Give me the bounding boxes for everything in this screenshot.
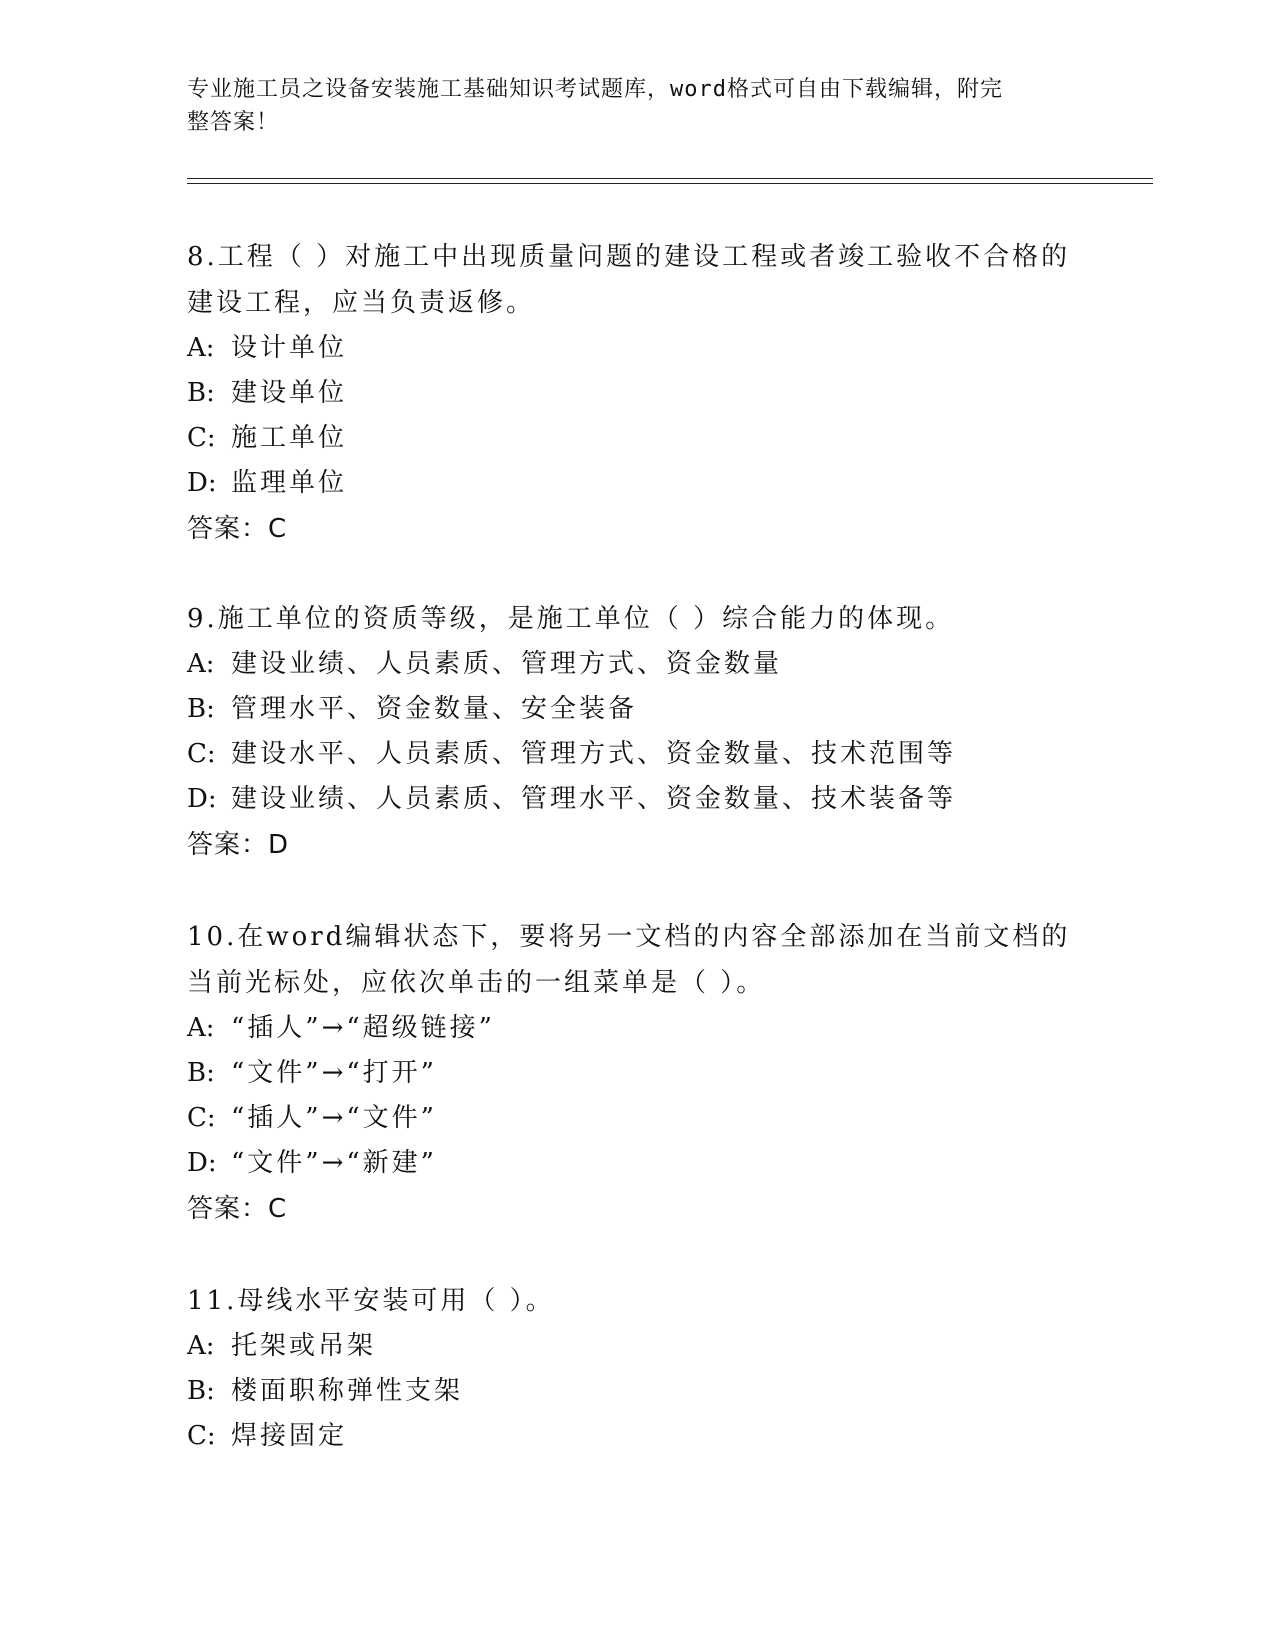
- option-letter: A:: [187, 649, 215, 679]
- question-stem-line-1: 11.母线水平安装可用（ ）。: [187, 1286, 555, 1316]
- option-d: [187, 777, 1087, 822]
- option-letter: B:: [187, 378, 215, 408]
- option-letter: C:: [187, 423, 216, 453]
- header-line-2: 整答案！: [187, 110, 280, 135]
- option-text: 楼面职称弹性支架: [231, 1376, 464, 1406]
- option-text: 焊接固定: [231, 1421, 348, 1451]
- option-b: [187, 371, 1087, 416]
- option-letter: C:: [187, 1421, 216, 1451]
- option-letter: A:: [187, 333, 215, 363]
- option-letter: A:: [187, 1331, 215, 1361]
- option-text: “文件”→“打开”: [231, 1058, 437, 1088]
- header-divider-top: [187, 178, 1153, 179]
- option-d: [187, 461, 1087, 506]
- question-9: [187, 596, 1087, 868]
- question-11: [187, 1278, 1087, 1459]
- question-stem-line-2: 建设工程，应当负责返修。: [187, 288, 536, 318]
- option-letter: D:: [187, 784, 217, 814]
- option-letter: D:: [187, 1148, 217, 1178]
- option-text: “文件”→“新建”: [231, 1148, 437, 1178]
- option-c: [187, 1414, 1087, 1459]
- option-text: 建设水平、人员素质、管理方式、资金数量、技术范围等: [231, 739, 957, 769]
- option-a: [187, 326, 1087, 371]
- option-c: [187, 1096, 1087, 1141]
- option-text: “插人”→“超级链接”: [231, 1013, 495, 1043]
- option-d: [187, 1141, 1087, 1186]
- question-stem-line-1: 10.在word编辑状态下，要将另一文档的内容全部添加在当前文档的: [187, 922, 1071, 952]
- header-line-1: 专业施工员之设备安装施工基础知识考试题库，word格式可自由下载编辑，附完: [187, 77, 1003, 102]
- header-divider-bottom: [187, 183, 1153, 184]
- option-text: 建设业绩、人员素质、管理方式、资金数量: [231, 649, 783, 679]
- option-a: [187, 642, 1087, 687]
- answer-line: 答案：D: [187, 830, 290, 860]
- question-10: [187, 914, 1087, 1232]
- option-b: [187, 687, 1087, 732]
- option-text: “插人”→“文件”: [231, 1103, 437, 1133]
- option-letter: D:: [187, 468, 217, 498]
- question-8: [187, 234, 1087, 552]
- option-letter: A:: [187, 1013, 215, 1043]
- option-text: 施工单位: [231, 423, 348, 453]
- option-a: [187, 1006, 1087, 1051]
- option-text: 设计单位: [231, 333, 348, 363]
- question-stem-line-2: 当前光标处，应依次单击的一组菜单是（ ）。: [187, 968, 766, 998]
- option-b: [187, 1369, 1087, 1414]
- option-a: [187, 1324, 1087, 1369]
- option-text: 建设业绩、人员素质、管理水平、资金数量、技术装备等: [231, 784, 957, 814]
- option-text: 建设单位: [231, 378, 348, 408]
- option-letter: B:: [187, 1058, 215, 1088]
- answer-line: 答案：C: [187, 514, 288, 544]
- option-c: [187, 416, 1087, 461]
- option-letter: B:: [187, 694, 215, 724]
- question-stem-line-1: 8.工程（ ）对施工中出现质量问题的建设工程或者竣工验收不合格的: [187, 242, 1071, 272]
- option-letter: B:: [187, 1376, 215, 1406]
- option-letter: C:: [187, 1103, 216, 1133]
- option-letter: C:: [187, 739, 216, 769]
- option-b: [187, 1051, 1087, 1096]
- question-stem-line-1: 9.施工单位的资质等级，是施工单位（ ）综合能力的体现。: [187, 604, 955, 634]
- option-c: [187, 732, 1087, 777]
- option-text: 管理水平、资金数量、安全装备: [231, 694, 638, 724]
- answer-line: 答案：C: [187, 1194, 288, 1224]
- option-text: 监理单位: [231, 468, 348, 498]
- document-header: [187, 73, 1067, 139]
- option-text: 托架或吊架: [231, 1331, 377, 1361]
